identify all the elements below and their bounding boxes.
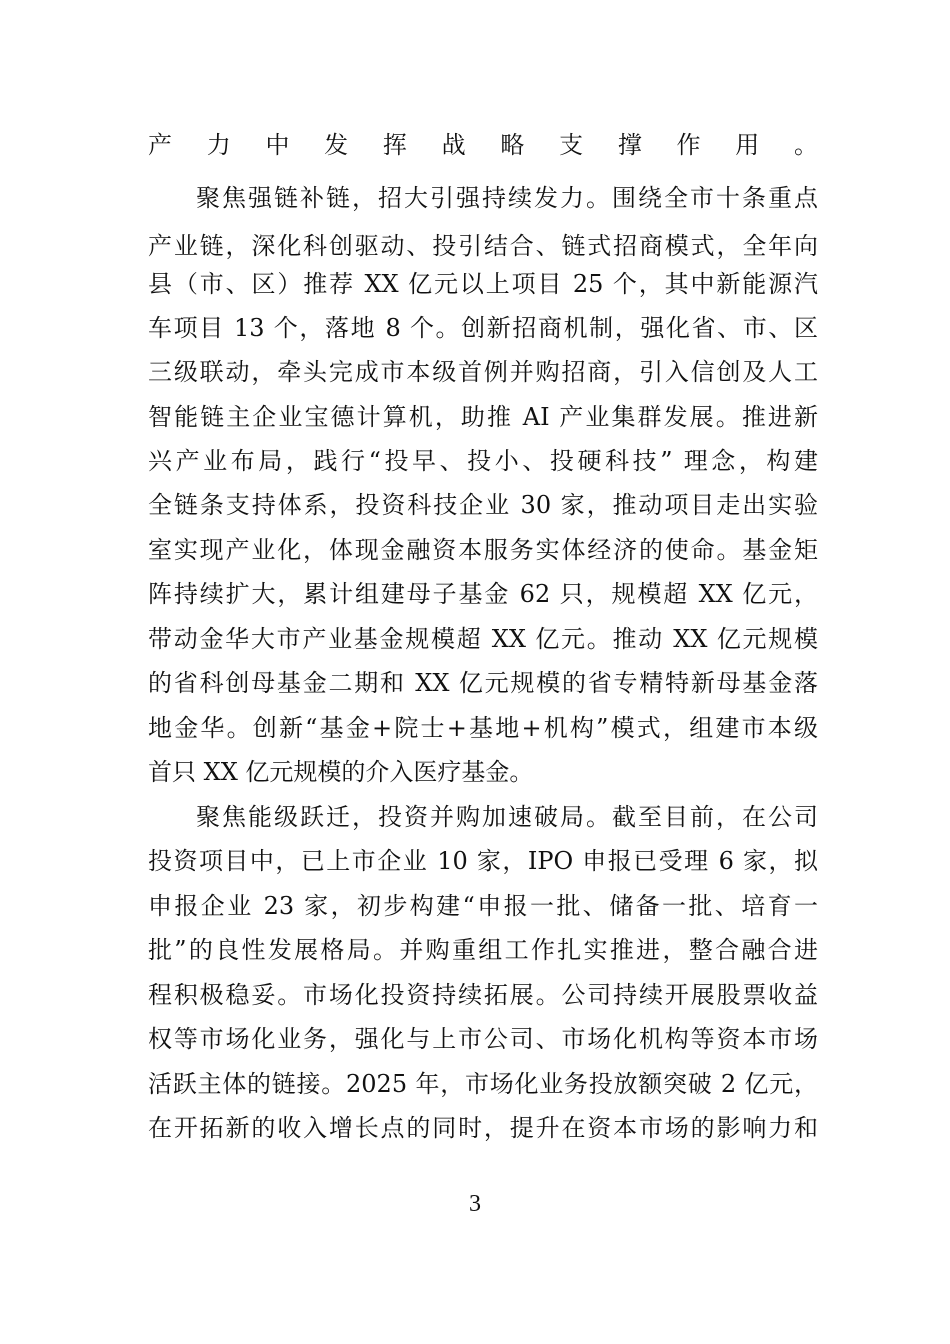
text-line: 聚焦能级跃迁，投资并购加速破局。截至目前，在公司 bbox=[196, 803, 818, 831]
text-line: 程积极稳妥。市场化投资持续拓展。公司持续开展股票收益 bbox=[148, 981, 818, 1009]
text-line: 带动金华大市产业基金规模超 XX 亿元。推动 XX 亿元规模 bbox=[148, 625, 818, 653]
text-line: 聚焦强链补链，招大引强持续发力。围绕全市十条重点 bbox=[196, 184, 818, 212]
text-line: 在开拓新的收入增长点的同时，提升在资本市场的影响力和 bbox=[148, 1114, 818, 1142]
text-line: 首只 XX 亿元规模的介入医疗基金。 bbox=[148, 758, 534, 786]
text-line: 产力中发挥战略支撑作用。 bbox=[148, 131, 818, 159]
text-line: 车项目 13 个，落地 8 个。创新招商机制，强化省、市、区 bbox=[148, 314, 818, 342]
text-line: 室实现产业化，体现金融资本服务实体经济的使命。基金矩 bbox=[148, 536, 818, 564]
text-line: 权等市场化业务，强化与上市公司、市场化机构等资本市场 bbox=[148, 1025, 818, 1053]
text-line: 智能链主企业宝德计算机，助推 AI 产业集群发展。推进新 bbox=[148, 403, 818, 431]
text-line: 地金华。创新“基金+院士+基地+机构”模式，组建市本级 bbox=[148, 714, 818, 742]
text-line: 阵持续扩大，累计组建母子基金 62 只，规模超 XX 亿元， bbox=[148, 580, 818, 608]
text-line: 活跃主体的链接。2025 年，市场化业务投放额突破 2 亿元， bbox=[148, 1070, 818, 1098]
text-line: 的省科创母基金二期和 XX 亿元规模的省专精特新母基金落 bbox=[148, 669, 818, 697]
text-line: 产业链，深化科创驱动、投引结合、链式招商模式，全年向 bbox=[148, 232, 818, 260]
page-number: 3 bbox=[469, 1191, 481, 1217]
text-line: 申报企业 23 家，初步构建“申报一批、储备一批、培育一 bbox=[148, 892, 818, 920]
text-line: 兴产业布局，践行“投早、投小、投硬科技” 理念，构建 bbox=[148, 447, 818, 475]
text-line: 投资项目中，已上市企业 10 家，IPO 申报已受理 6 家，拟 bbox=[148, 847, 818, 875]
text-line: 三级联动，牵头完成市本级首例并购招商，引入信创及人工 bbox=[148, 358, 818, 386]
text-line: 全链条支持体系，投资科技企业 30 家，推动项目走出实验 bbox=[148, 491, 818, 519]
text-line: 批”的良性发展格局。并购重组工作扎实推进，整合融合进 bbox=[148, 936, 818, 964]
text-line: 县（市、区）推荐 XX 亿元以上项目 25 个，其中新能源汽 bbox=[148, 270, 818, 298]
